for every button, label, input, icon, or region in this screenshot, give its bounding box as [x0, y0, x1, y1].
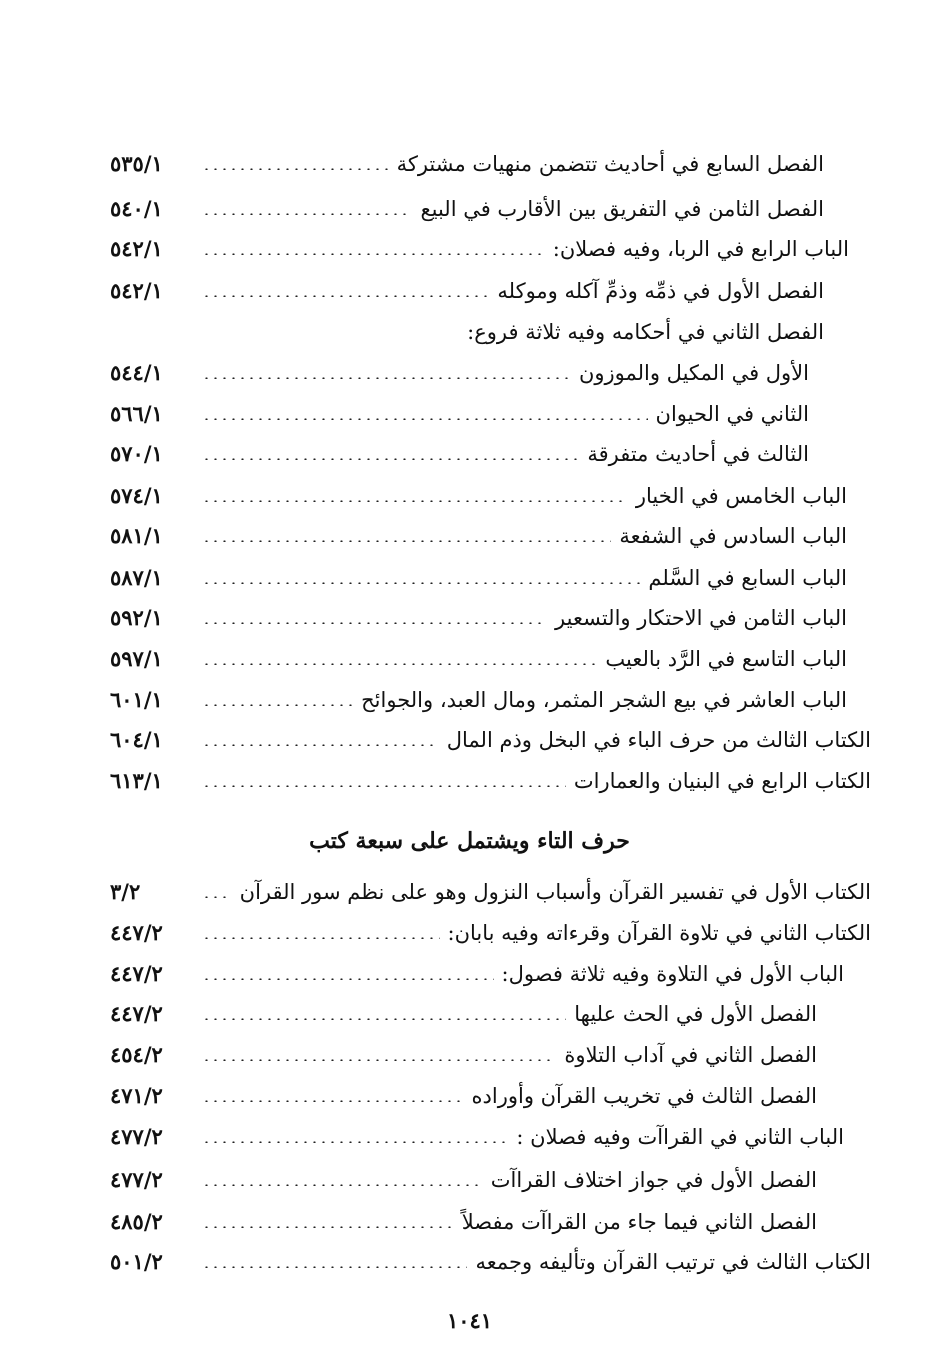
entry-title: الباب الرابع في الربا، وفيه فصلان: [552, 237, 849, 261]
entry-page: ٤٧٧/٢ [110, 1124, 163, 1149]
leader-dots [202, 937, 440, 939]
leader-dots [202, 213, 412, 215]
entry-title: الكتاب الثالث في ترتيب القرآن وتأليفه وجمعه [475, 1250, 871, 1274]
entry-page: ٤٧١/٢ [110, 1083, 163, 1108]
leader-dots [202, 785, 566, 787]
toc-entry[interactable] [110, 875, 871, 909]
entry-title: الباب السابع في السَّلم [648, 566, 847, 590]
entry-page: ٥٤٤/١ [110, 360, 163, 385]
entry-page: ٥٧٤/١ [110, 483, 163, 508]
entry-title: الباب السادس في الشفعة [619, 524, 847, 548]
entry-title: الفصل الثاني في آداب التلاوة [564, 1043, 817, 1067]
leader-dots [202, 295, 489, 297]
entry-page: ٥٠١/٢ [110, 1249, 163, 1274]
toc-entry[interactable] [110, 315, 824, 349]
entry-page: ٦٠١/١ [110, 687, 163, 712]
entry-title: الباب التاسع في الرَّد بالعيب [605, 647, 847, 671]
entry-page: ٤٤٧/٢ [110, 1001, 163, 1026]
leader-dots [202, 418, 648, 420]
toc-entry[interactable] [110, 437, 809, 471]
leader-dots [202, 978, 494, 980]
toc-entry[interactable] [110, 397, 809, 431]
entry-title: الباب الخامس في الخيار [635, 484, 847, 508]
toc-entry[interactable] [110, 479, 847, 513]
entry-page: ٥٣٥/١ [110, 151, 163, 176]
entry-page: ٥٩٢/١ [110, 605, 163, 630]
entry-title: الفصل الثامن في التفريق بين الأقارب في البيع [420, 197, 824, 221]
leader-dots [202, 1059, 556, 1061]
entry-title: الباب الثامن في الاحتكار والتسعير [555, 606, 847, 630]
entry-title: الثاني في الحيوان [655, 402, 809, 426]
toc-entry[interactable] [110, 1038, 817, 1072]
toc-entry[interactable] [110, 519, 847, 553]
entry-title: الكتاب الثالث من حرف الباء في البخل وذم المال [446, 728, 871, 752]
entry-title: الكتاب الرابع في البنيان والعمارات [573, 769, 871, 793]
entry-title: الباب الأول في التلاوة وفيه ثلاثة فصول: [501, 962, 844, 986]
toc-entry[interactable] [110, 683, 847, 717]
leader-dots [202, 663, 597, 665]
entry-title: الفصل السابع في أحاديث تتضمن منهيات مشتركة [396, 152, 824, 176]
entry-page: ٥٤٢/١ [110, 278, 163, 303]
entry-page: ٤٧٧/٢ [110, 1167, 163, 1192]
page-number: ١٠٤١ [446, 1308, 493, 1333]
toc-entry[interactable] [110, 561, 847, 595]
entry-page: ٥٩٧/١ [110, 646, 163, 671]
entry-page: ٤٨٥/٢ [110, 1209, 163, 1234]
entry-page: ٥٦٦/١ [110, 401, 163, 426]
entry-page: ٥٧٠/١ [110, 441, 163, 466]
toc-entry[interactable] [110, 1120, 844, 1154]
leader-dots [202, 1226, 454, 1228]
entry-page: ٤٥٤/٢ [110, 1042, 163, 1067]
leader-dots [202, 500, 628, 502]
entry-title: الفصل الأول في الحث عليها [574, 1002, 817, 1026]
leader-dots [202, 377, 571, 379]
entry-title: الأول في المكيل والموزون [578, 361, 809, 385]
leader-dots [202, 622, 547, 624]
toc-entry[interactable] [110, 957, 844, 991]
entry-page: ٥٤٠/١ [110, 196, 163, 221]
entry-page: ٥٨١/١ [110, 523, 163, 548]
toc-entry[interactable] [110, 601, 847, 635]
entry-title: الباب الثاني في القراآت وفيه فصلان : [516, 1125, 844, 1149]
toc-entry[interactable] [110, 274, 824, 308]
leader-dots [202, 253, 545, 255]
toc-entry[interactable] [110, 147, 824, 181]
entry-title: الباب العاشر في بيع الشجر المثمر، ومال العبد، والجوائح [361, 688, 847, 712]
toc-entry[interactable] [110, 1163, 817, 1197]
entry-title: الفصل الثاني في أحكامه وفيه ثلاثة فروع: [467, 320, 824, 344]
leader-dots [202, 1184, 483, 1186]
toc-entry[interactable] [110, 916, 871, 950]
leader-dots [202, 1266, 467, 1268]
toc-entry[interactable] [110, 356, 809, 390]
leader-dots [202, 744, 439, 746]
entry-title: الفصل الأول في جواز اختلاف القراآت [490, 1168, 817, 1192]
entry-title: الثالث في أحاديث متفرقة [587, 442, 809, 466]
leader-dots [202, 1018, 566, 1020]
leader-dots [202, 896, 232, 898]
entry-page: ٣/٢ [110, 879, 141, 904]
leader-dots [202, 1100, 464, 1102]
toc-entry[interactable] [110, 1245, 871, 1279]
toc-entry[interactable] [110, 723, 871, 757]
toc-entry[interactable] [110, 642, 847, 676]
toc-entry[interactable] [110, 192, 824, 226]
entry-title: الفصل الثالث في تخريب القرآن وأوراده [471, 1084, 817, 1108]
entry-title: الكتاب الثاني في تلاوة القرآن وقرءاته وفيه بابان: [447, 921, 871, 945]
toc-entry[interactable] [110, 997, 817, 1031]
entry-title: الفصل الثاني فيما جاء من القراآت مفصلاً [461, 1210, 817, 1234]
entry-page: ٦٠٤/١ [110, 727, 163, 752]
toc-entry[interactable] [110, 764, 871, 798]
leader-dots [202, 582, 640, 584]
entry-page: ٥٤٢/١ [110, 236, 163, 261]
entry-title: الفصل الأول في ذمِّه وذمِّ آكله وموكله [497, 279, 824, 303]
entry-title: الكتاب الأول في تفسير القرآن وأسباب النزول وهو على نظم سور القرآن [239, 880, 871, 904]
leader-dots [202, 458, 579, 460]
entry-page: ٤٤٧/٢ [110, 920, 163, 945]
leader-dots [202, 168, 389, 170]
leader-dots [202, 1141, 508, 1143]
entry-page: ٤٤٧/٢ [110, 961, 163, 986]
leader-dots [202, 540, 611, 542]
entry-page: ٦١٣/١ [110, 768, 163, 793]
section-heading: حرف التاء ويشتمل على سبعة كتب [309, 828, 630, 854]
leader-dots [202, 704, 353, 706]
toc-entry[interactable] [110, 1205, 817, 1239]
toc-entry[interactable] [110, 232, 849, 266]
entry-page: ٥٨٧/١ [110, 565, 163, 590]
toc-entry[interactable] [110, 1079, 817, 1113]
